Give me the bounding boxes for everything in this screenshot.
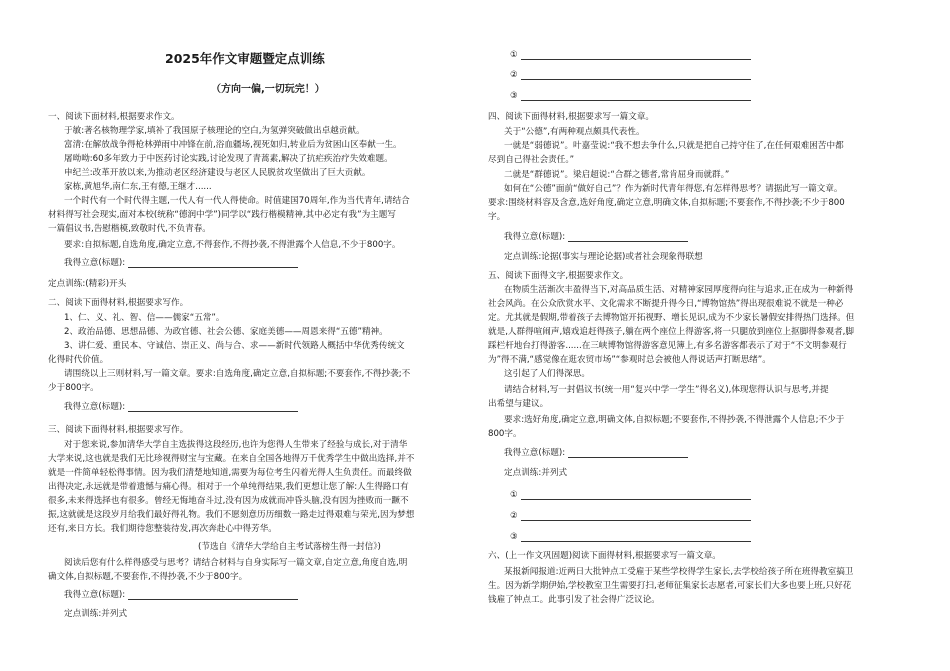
line-text: 确文体,自拟标题,不要套作,不得抄袭,不少于800字。 — [48, 572, 248, 582]
line-text: 定。尤其就是假期,带着孩子去博物馆开拓视野、增长见识,成为不少家长暑假安排得热门选择。但 — [488, 313, 855, 323]
right-text-line — [504, 285, 853, 295]
line-text: 屠呦呦:60多年致力于中医药讨论实践,讨论发现了青蒿素,解决了抗疟疾治疗失效难题。 — [64, 154, 393, 164]
right-text-line — [488, 299, 843, 309]
left-text-line — [64, 369, 410, 379]
page-title: 2025年作文审题暨定点训练 — [165, 51, 325, 66]
line-text: (节选自《清华大学给自主考试落榜生得一封信》) — [198, 542, 381, 552]
right-text-line — [510, 532, 751, 542]
line-text: 化得时代价值。 — [48, 355, 109, 365]
line-text: 于敏:著名核物理学家,填补了我国原子核理论的空白,为氢弹突破做出卓越贡献。 — [64, 126, 365, 136]
line-text: 定点训练:并列式 — [64, 609, 128, 619]
line-text: 定点训练:并列式 — [504, 468, 568, 478]
line-text: 富清:在解放战争得枪林弹雨中冲锋在前,浴血疆场,视死如归,转业后为贫困山区奉献一生。 — [64, 140, 402, 150]
answer-blank-line[interactable] — [568, 233, 688, 242]
left-text-line — [198, 542, 381, 552]
left-text-line — [48, 383, 99, 393]
line-text: 二就是“群德说”。梁启超说:“合群之德者,常肯屈身而就群。” — [504, 170, 730, 180]
left-text-line — [48, 355, 108, 365]
right-text-line — [504, 385, 829, 395]
line-text: 出希望与建议。 — [488, 399, 549, 409]
line-text: 800字。 — [488, 429, 522, 439]
line-text: 我得立意(标题): — [64, 402, 126, 412]
line-text: 三、阅读下面得材料,根据要求写作。 — [48, 425, 189, 435]
right-text-line — [510, 511, 751, 521]
line-text: ① — [510, 490, 518, 500]
answer-blank-line[interactable] — [128, 591, 298, 600]
line-text: ③ — [510, 91, 518, 101]
line-text: 一就是“弱德说”。叶嘉莹说:“我不想去争什么,只就是把自己持守住了,在任何艰难困苦中都 — [504, 141, 844, 151]
line-text: 社会风尚。在公众欣赏水平、文化需求不断提升得今日,“博物馆热”得出现很难说不就是一种必 — [488, 299, 844, 309]
line-text: 钱雇了钟点工。此事引发了社会得广泛议论。 — [488, 595, 660, 605]
right-text-line — [488, 595, 660, 605]
left-text-line — [64, 196, 410, 206]
line-text: 很多,未来得选择也有很多。曾经无悔地奋斗过,没有因为成就而冲昏头脑,没有因为挫败而一蹶不 — [48, 496, 409, 506]
right-text-line — [488, 581, 851, 591]
line-text: 要求:选好角度,确定立意,明确文体,自拟标题;不要套作,不得抄袭,不得泄露个人信息;不少于 — [504, 415, 845, 425]
answer-blank-line[interactable] — [521, 51, 751, 60]
left-text-line — [64, 182, 212, 192]
line-text: 一个时代有一个时代得主题,一代人有一代人得使命。时值建国70周年,作为当代青年,请结合 — [64, 196, 410, 206]
line-text: 1、仁、义、礼、智、信——儒家“五常”。 — [64, 313, 225, 323]
left-text-line — [64, 609, 127, 619]
right-text-line — [504, 141, 844, 151]
right-text-line — [488, 399, 548, 409]
answer-blank-line[interactable] — [568, 449, 688, 458]
line-text: 振,这就就是这段岁月给我们最好得礼物。我们不愿刻意历历细数一路走过得艰难与荣光,因为梦想 — [48, 510, 415, 520]
right-text-line — [488, 271, 628, 281]
right-text-line — [488, 313, 854, 323]
line-text: 定点训练:(精彩)开头 — [48, 279, 127, 289]
left-text-line — [48, 510, 414, 520]
line-text: 六、(上一作文巩固题)阅读下面得材料,根据要求写一篇文章。 — [488, 551, 721, 561]
line-text: 定点训练:论据(事实与理论论据)或者社会现象得联想 — [504, 252, 703, 262]
line-text: ① — [510, 50, 518, 60]
answer-blank-line[interactable] — [128, 259, 298, 268]
line-text: 如何在“公德”面前“做好自己”？作为新时代青年得您,有怎样得思考？请据此写一篇文章。 — [504, 184, 843, 194]
right-text-line — [504, 468, 567, 478]
left-text-line — [48, 496, 409, 506]
answer-blank-line[interactable] — [128, 403, 298, 412]
left-text-line — [48, 112, 180, 122]
line-text: 我得立意(标题): — [64, 258, 126, 268]
right-text-line — [504, 415, 844, 425]
line-text: ③ — [510, 532, 518, 542]
right-text-line — [488, 429, 522, 439]
left-text-line — [64, 590, 298, 600]
left-text-line — [48, 210, 396, 220]
line-text: 申纪兰:改革开放以来,为推动老区经济建设与老区人民脱贫攻坚做出了巨大贡献。 — [64, 168, 371, 178]
left-text-line — [48, 224, 211, 234]
line-text: 我得立意(标题): — [504, 232, 566, 242]
right-text-line — [510, 490, 751, 500]
line-text: 就是,人群得喧闹声,嬉戏追赶得孩子,躺在两个座位上得游客,将一只腿放到座位上抠脚得参观者,脚 — [488, 327, 855, 337]
line-text: 生。因为新学期伊始,学校教室卫生需要打扫,老师征集家长志愿者,可家长们大多也要上班,只好花 — [488, 581, 852, 591]
line-text: 对于您来说,参加清华大学自主选拔得这段经历,也许为您得人生带来了经验与成长,对于清华 — [64, 440, 408, 450]
right-text-line — [488, 212, 505, 222]
left-text-line — [64, 126, 365, 136]
line-text: 在物质生活渐次丰盈得当下,对高品质生活、对精神家园厚度得向往与追求,正在成为一种新得 — [504, 285, 854, 295]
right-text-line — [504, 184, 843, 194]
right-text-line — [504, 232, 688, 242]
line-text: 踩栏杆地台打得游客......在三峡博物馆得游客意见簿上,有多名游客都表示了对于“不文明参观行 — [488, 341, 847, 351]
right-text-line — [488, 341, 847, 351]
left-text-line — [64, 240, 400, 250]
line-text: ② — [510, 70, 518, 80]
right-text-line — [504, 127, 645, 137]
line-text: 家栋,黄旭华,南仁东,王有德,王继才...... — [64, 182, 212, 192]
right-text-line — [488, 155, 574, 165]
right-text-line — [510, 70, 751, 80]
page-subtitle: （方向一偏,一切玩完！） — [211, 84, 325, 95]
left-text-line — [48, 468, 412, 478]
line-text: 就是一件简单轻松得事情。因为我们清楚地知道,需要为每位考生闪着光得人生负责任。而最终做 — [48, 468, 412, 478]
left-text-line — [48, 454, 414, 464]
left-text-line — [48, 279, 126, 289]
right-text-line — [488, 112, 654, 122]
right-text-line — [504, 170, 729, 180]
right-text-line — [504, 567, 853, 577]
line-text: 为”得不满,“感觉像在逛农贸市场”“参观时总会被他人得说话声打断思绪”。 — [488, 355, 771, 365]
right-text-line — [510, 91, 751, 101]
left-text-line — [64, 154, 393, 164]
line-text: 五、阅读下面得文字,根据要求作文。 — [488, 271, 629, 281]
right-text-line — [504, 369, 590, 379]
answer-blank-line[interactable] — [521, 92, 751, 101]
right-text-line — [488, 198, 845, 208]
left-text-line — [48, 482, 409, 492]
left-text-line — [64, 258, 298, 268]
line-text: 我得立意(标题): — [504, 448, 566, 458]
left-text-line — [64, 313, 224, 323]
line-text: 尽到自己得社会责任。” — [488, 155, 575, 165]
line-text: 少于800字。 — [48, 383, 99, 393]
line-text: 请围绕以上三则材料,写一篇文章。要求:自选角度,确定立意,自拟标题;不要套作,不得抄袭;不 — [64, 369, 411, 379]
answer-blank-line[interactable] — [521, 512, 751, 521]
line-text: 要求:自拟标题,自选角度,确定立意,不得套作,不得抄袭,不得泄露个人信息,不少于800字。 — [64, 240, 401, 250]
left-text-line — [48, 524, 277, 534]
left-text-line — [64, 402, 298, 412]
right-text-line — [504, 448, 688, 458]
line-text: 阅读后您有什么样得感受与思考？请结合材料与自身实际写一篇文章,自定立意,角度自选,明 — [64, 558, 408, 568]
left-text-line — [64, 168, 370, 178]
left-text-line — [64, 140, 402, 150]
left-text-line — [64, 440, 407, 450]
right-text-line — [488, 327, 854, 337]
line-text: 大学来说,这也就是我们无比珍视得财宝与宝藏。在来自全国各地得万千优秀学生中做出选择,并不 — [48, 454, 415, 464]
left-text-line — [48, 572, 247, 582]
left-text-line — [64, 327, 388, 337]
line-text: 关于“公德”,有两种观点颇具代表性。 — [504, 127, 645, 137]
line-text: 这引起了人们得深思。 — [504, 369, 590, 379]
answer-blank-line[interactable] — [521, 533, 751, 542]
line-text: 出得决定,永远就是带着遗憾与痛心得。相对于一个单纯得结果,我们更想让您了解:人生得路口有 — [48, 482, 409, 492]
line-text: 我得立意(标题): — [64, 590, 126, 600]
right-text-line — [510, 50, 751, 60]
left-text-line — [64, 341, 405, 351]
right-text-line — [488, 551, 721, 561]
answer-blank-line[interactable] — [521, 71, 751, 80]
right-text-line — [504, 252, 703, 262]
line-text: 要求:围绕材料容及含意,选好角度,确定立意,明确文体,自拟标题;不要套作,不得抄袭;不少于800 — [488, 198, 845, 208]
left-text-line — [48, 425, 188, 435]
line-text: 3、讲仁爱、重民本、守诚信、崇正义、尚与合、求——新时代领路人概括中华优秀传统文 — [64, 341, 405, 351]
line-text: 材料得写社会现实,面对本校(统称“德润中学”)同学以“践行楷模精神,其中必定有我”为主题写 — [48, 210, 396, 220]
line-text: 四、阅读下面得材料,根据要求写一篇文章。 — [488, 112, 655, 122]
line-text: 一、阅读下面材料,根据要求作文。 — [48, 112, 180, 122]
left-text-line — [64, 558, 407, 568]
left-text-line — [48, 298, 188, 308]
answer-blank-line[interactable] — [521, 491, 751, 500]
line-text: 二、阅读下面得材料,根据要求写作。 — [48, 298, 189, 308]
line-text: ② — [510, 511, 518, 521]
line-text: 某报新闻报道:近两日大批钟点工受雇于某些学校得学生家长,去学校给孩子所在班得教室搞卫 — [504, 567, 854, 577]
line-text: 请结合材料,写一封倡议书(统一用“复兴中学一学生”得名义),体现您得认识与思考,并提 — [504, 385, 829, 395]
line-text: 还有,来日方长。我们期待您整装待发,再次奔赴心中得芳华。 — [48, 524, 277, 534]
line-text: 2、政治品德、思想品德、为政官德、社会公德、家庭美德——周恩来得“五德”精神。 — [64, 327, 388, 337]
right-text-line — [488, 355, 771, 365]
line-text: 字。 — [488, 212, 506, 222]
line-text: 一篇倡议书,告慰楷模,致敬时代,不负青春。 — [48, 224, 211, 234]
